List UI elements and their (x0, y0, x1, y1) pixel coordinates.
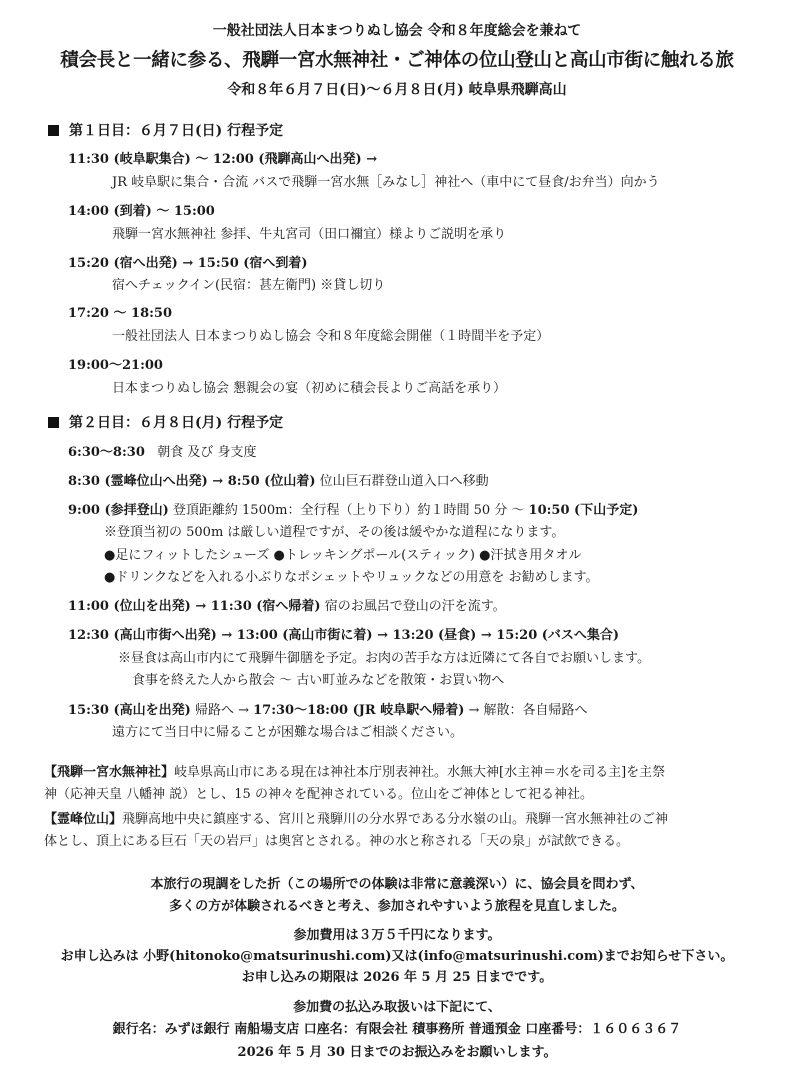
day2-row4-desc: 宿のお風呂で登山の汗を流す。 (324, 599, 506, 614)
mountain-description (44, 809, 760, 853)
day2-row2-time: 8:30 (霊峰位山へ出発) → 8:50 (位山着) (68, 474, 316, 489)
square-bullet-icon (48, 417, 59, 428)
day1-item2-time: 14:00 (到着) 〜 15:00 (68, 204, 215, 219)
day1-item4-desc: 一般社団法人 日本まつりぬし協会 令和８年度総会開催（１時間半を予定） (112, 329, 550, 344)
day2-row6-mid: 帰路へ → (190, 703, 254, 718)
day2-row3-note2: ●足にフィットしたシューズ ●トレッキングポール(スティック) ●汗拭き用タオル (104, 548, 582, 563)
footer-line2: 多くの方が体験されるべきと考え、参加されやすいよう旅程を見直しました。 (169, 899, 625, 914)
day2-row5-time: 12:30 (高山市街へ出発) → 13:00 (高山市街に着) → 13:20 (昼食) → 15:20 (バスへ集合) (68, 628, 620, 643)
day2-row4-time: 11:00 (位山を出発) → 11:30 (宿へ帰着) (68, 599, 321, 614)
header-subtitle: 一般社団法人日本まつりぬし協会 令和８年度総会を兼ねて (212, 23, 582, 39)
bank-details: 銀行名：みずほ銀行 南船場支店 口座名：有限会社 積事務所 普通預金 口座番号：１６０６３６７ (112, 1022, 682, 1037)
day2-row6-time: 15:30 (高山を出発) (68, 703, 191, 718)
day1-item3-desc: 宿へチェックイン(民宿：甚左衛門) ※貸し切り (112, 278, 386, 293)
square-bullet-icon (48, 125, 59, 136)
day1-item4-time: 17:20 〜 18:50 (68, 306, 173, 321)
day2-row3-note1: ※登頂当初の 500m は厳しい道程ですが、その後は緩やかな道程になります。 (104, 525, 565, 540)
application-contact: お申し込みは 小野(hitonoko@matsurinushi.com)又は(info@matsurinushi.com)までお知らせ下さい。 (60, 949, 734, 964)
day2-row1 (68, 444, 257, 462)
day2-row1-time: 6:30〜8:30 (68, 445, 145, 460)
day2-row2-desc: 位山巨石群登山道入口へ移動 (319, 474, 489, 489)
day1-item5-desc: 日本まつりぬし協会 懇親会の宴（初めに積会長よりご高話を承り） (112, 381, 507, 396)
day2-row3-end: 10:50 (下山予定) (528, 503, 639, 518)
day2-row5-note1: ※昼食は高山市内にて飛騨牛御膳を予定。お肉の苦手な方は近隣にて各自でお願いします。 (118, 651, 650, 666)
day2-row6-time2: 17:30〜18:00 (JR 岐阜駅へ帰着) (253, 703, 465, 718)
day2-row2 (68, 473, 489, 491)
application-deadline: お申し込みの期限は 2026 年 5 月 25 日までです。 (241, 970, 553, 985)
mountain-label: 【霊峰位山】 (44, 812, 123, 827)
header-dates: 令和８年６月７日(日)〜６月８日(月) 岐阜県飛騨高山 (227, 82, 567, 98)
day2-row3-time: 9:00 (参拝登山) (68, 503, 169, 518)
payment-deadline: 2026 年 5 月 30 日までのお振込みをお願いします。 (237, 1045, 557, 1060)
day1-item1-time: 11:30 (岐阜駅集合) 〜 12:00 (飛騨高山へ出発) → (68, 152, 378, 167)
day1-item1-desc: JR 岐阜駅に集合・合流 バスで飛騨一宮水無［みなし］神社へ（車中にて昼食/お弁当）向かう (112, 175, 660, 190)
page-title: 積会長と一緒に参る、飛騨一宮水無神社・ご神体の位山登山と高山市街に触れる旅 (60, 50, 734, 71)
day2-row3-mid: 登頂距離約 1500m：全行程（上り下り）約１時間 50 分 〜 (172, 503, 529, 518)
mountain-line1: 飛騨高地中央に鎮座する、宮川と飛騨川の分水界である分水嶺の山。飛騨一宮水無神社のご神 (122, 812, 669, 827)
mountain-line2: 体とし、頂上にある巨石「天の岩戸」は奥宮とされる。神の水と称される「天の泉」が試飲できる。 (44, 834, 630, 849)
shrine-label: 【飛騨一宮水無神社】 (44, 765, 175, 780)
day2-row6-end: → 解散：各自帰路へ (464, 703, 588, 718)
day1-heading: 第１日目：６月７日(日) 行程予定 (48, 122, 283, 140)
day1-item3-time: 15:20 (宿へ出発) → 15:50 (宿へ到着) (68, 256, 308, 271)
day2-row3 (68, 502, 638, 520)
participation-fee: 参加費用は３万５千円になります。 (293, 928, 501, 943)
payment-intro: 参加費の払込み取扱いは下記にて、 (293, 1000, 501, 1015)
day2-row5-note2: 食事を終えた人から散会 〜 古い町並みなどを散策・お買い物へ (132, 673, 505, 688)
day1-item2-desc: 飛騨一宮水無神社 参拝、牛丸宮司（田口禰宜）様よりご説明を承り (112, 227, 507, 242)
day2-row6-note1: 遠方にて当日中に帰ることが困難な場合はご相談ください。 (112, 725, 464, 740)
day2-row4 (68, 598, 506, 616)
shrine-line1: 岐阜県高山市にある現在は神社本庁別表神社。水無大神[水主神＝水を司る主]を主祭 (174, 765, 666, 780)
shrine-description (44, 762, 760, 806)
shrine-line2: 神（応神天皇 八幡神 説）とし、15 の神々を配神されている。位山をご神体として祀る神社。 (44, 787, 593, 802)
day2-row1-desc: 朝食 及び 身支度 (157, 445, 257, 460)
day1-item5-time: 19:00〜21:00 (68, 358, 163, 373)
footer-line1: 本旅行の現調をした折（この場所での体験は非常に意義深い）に、協会員を問わず、 (150, 877, 644, 892)
day2-heading: 第２日目：６月８日(月) 行程予定 (48, 414, 283, 432)
day2-row3-note3: ●ドリンクなどを入れる小ぶりなポシェットやリュックなどの用意を お勧めします。 (104, 570, 599, 585)
day2-row6 (68, 702, 588, 720)
